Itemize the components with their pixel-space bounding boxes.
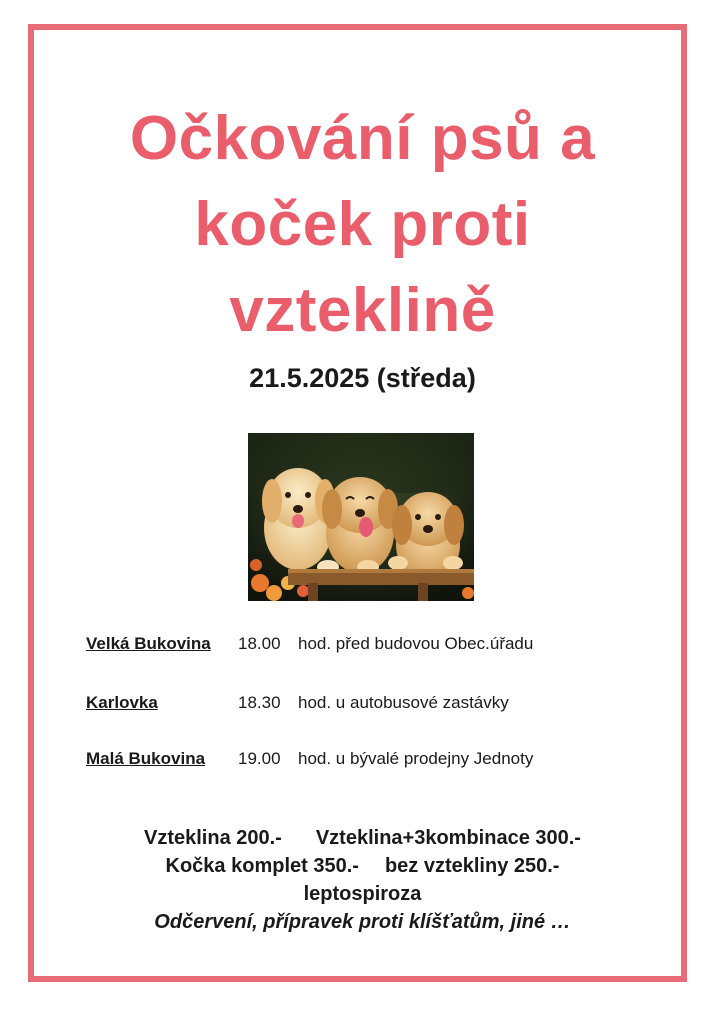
price-line-3 xyxy=(0,880,725,908)
location-desc: hod. u autobusové zastávky xyxy=(298,693,509,712)
time: 18.00 xyxy=(238,634,281,653)
puppies-photo xyxy=(248,433,474,601)
title-line-1: Očkování psů a xyxy=(129,104,596,173)
title-line-3: vzteklině xyxy=(229,276,496,345)
price-cat-no-rabies: bez vztekliny 250.- xyxy=(384,855,560,877)
time: 18.30 xyxy=(238,693,281,712)
poster-title xyxy=(0,96,725,354)
place-name: Malá Bukovina xyxy=(86,749,206,768)
price-cat-complete: Kočka komplet 350.- xyxy=(165,855,359,877)
location-desc: hod. u bývalé prodejny Jednoty xyxy=(298,749,534,768)
price-line-2 xyxy=(0,852,725,880)
location-desc: hod. před budovou Obec.úřadu xyxy=(298,634,534,653)
time: 19.00 xyxy=(238,749,281,768)
extras-text: Odčervení, přípravek proti klíšťatům, jiné … xyxy=(154,911,571,933)
place-name: Velká Bukovina xyxy=(86,634,211,653)
place-name: Karlovka xyxy=(86,693,158,712)
price-rabies: Vzteklina 200.- xyxy=(144,827,282,849)
price-list xyxy=(0,824,725,936)
price-line-1 xyxy=(0,824,725,852)
price-leptospirosis: leptospiroza xyxy=(303,883,422,905)
event-date: 21.5.2025 (středa) xyxy=(249,363,476,393)
title-line-2: koček proti xyxy=(194,190,531,259)
extras-line xyxy=(0,908,725,936)
price-rabies-combo: Vzteklina+3kombinace 300.- xyxy=(315,827,581,849)
